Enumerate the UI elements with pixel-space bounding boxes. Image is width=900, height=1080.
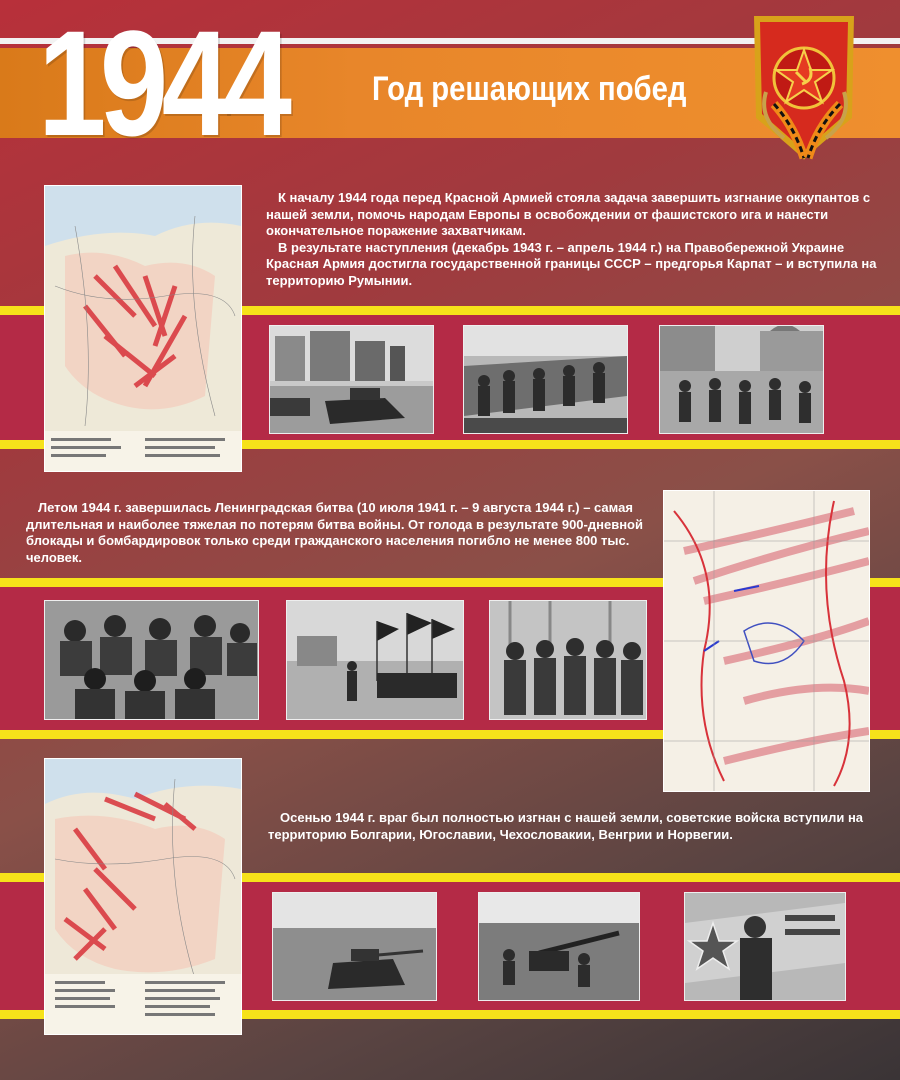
red-star-emblem-icon <box>744 8 864 168</box>
photo-marching-troops-square <box>659 325 824 434</box>
page-subtitle: Год решающих побед <box>372 70 687 108</box>
section-3-text <box>268 810 868 843</box>
map-belarus-operation <box>663 490 870 792</box>
map-autumn-1944-operations <box>44 758 242 1035</box>
section-2-paragraph-1: Летом 1944 г. завершилась Ленинградская битва (10 июля 1941 г. – 9 августа 1944 г.) – самая длительная и наиболее тяжелая по потерям битва войны. От голода в результате 900-дневной блокады и бомбардировок только среди гражданского населения погибло не менее 800 тыс. человек. <box>26 500 643 565</box>
section-1-paragraph-1: К началу 1944 года перед Красной Армией стояла задача завершить изгнание оккупантов с нашей земли, помочь народам Европы в освобождении от фашистского ига и нанести окончательное поражение захватчикам. <box>266 190 871 238</box>
map-right-bank-ukraine <box>44 185 242 472</box>
photo-pilot-by-aircraft <box>684 892 846 1001</box>
photo-female-soldiers <box>489 600 647 720</box>
photo-victory-parade-banners <box>286 600 464 720</box>
photo-soldiers-crossing-bridge <box>463 325 628 434</box>
section-1-paragraph-2: В результате наступления (декабрь 1943 г. – апрель 1944 г.) на Правобережной Украине Красная Армия достигла государственной границы СССР – предгорья Карпат – и вступила на территорию Румынии. <box>266 239 877 288</box>
section-3-paragraph-1: Осенью 1944 г. враг был полностью изгнан с нашей земли, советские войска вступили на территорию Болгарии, Югославии, Чехословакии, Венгрии и Норвегии. <box>268 810 864 842</box>
photo-tank-in-field <box>272 892 437 1001</box>
page-title-year: 1944 <box>38 0 286 167</box>
photo-group-of-soldiers <box>44 600 259 720</box>
photo-tanks-in-city <box>269 325 434 434</box>
photo-artillery-crew <box>478 892 640 1001</box>
section-1-text <box>266 190 886 289</box>
section-2-text <box>26 500 646 566</box>
